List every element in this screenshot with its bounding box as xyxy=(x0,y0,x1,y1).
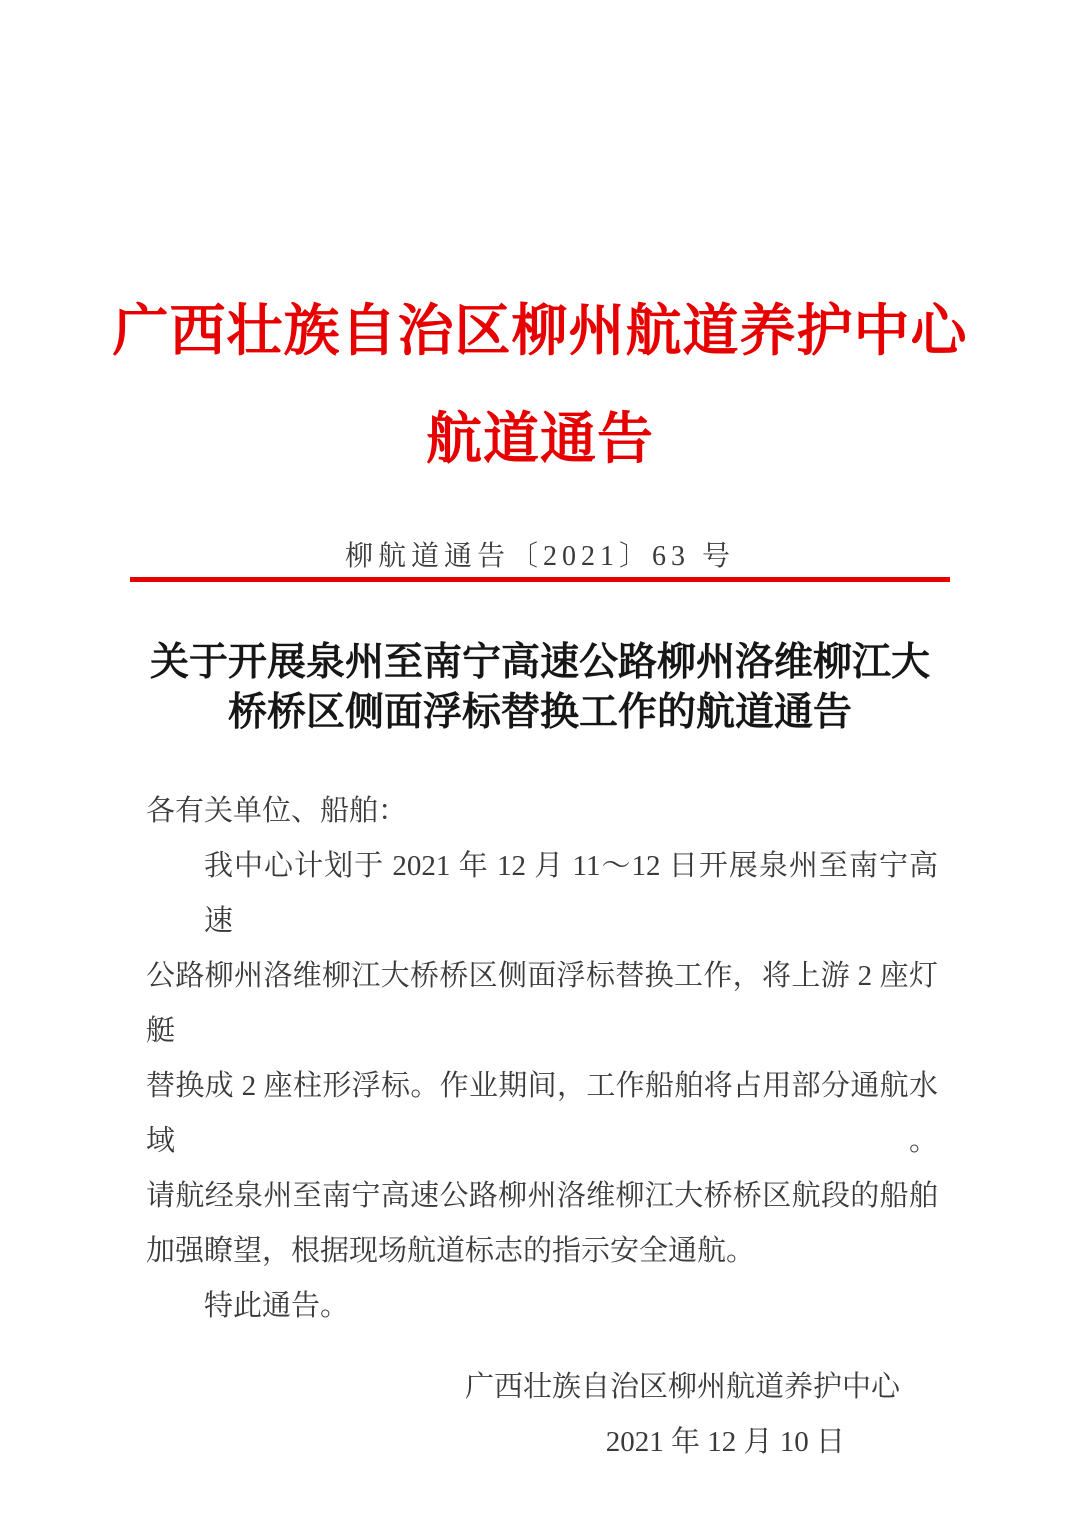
issuing-org-title: 广西壮族自治区柳州航道养护中心 xyxy=(112,301,968,363)
document-header xyxy=(0,0,1080,494)
signature-org: 广西壮族自治区柳州航道养护中心 xyxy=(464,1371,900,1403)
body-paragraph-line-3: 替换成 2 座柱形浮标。作业期间，工作船舶将占用部分通航水域。 xyxy=(146,1070,938,1157)
red-divider-rule xyxy=(130,577,950,582)
notice-title-line2: 桥桥区侧面浮标替换工作的航道通告 xyxy=(227,691,852,734)
signature-date: 2021 年 12 月 10 日 xyxy=(605,1426,845,1458)
notice-type-title: 航道通告 xyxy=(426,409,654,471)
notice-title xyxy=(0,638,1080,738)
document-number: 柳航道通告〔2021〕63 号 xyxy=(344,541,735,572)
salutation: 各有关单位、船舶： xyxy=(146,795,408,827)
body-paragraph-line-1: 我中心计划于 2021 年 12 月 11～12 日开展泉州至南宁高速 xyxy=(204,850,938,937)
notice-body xyxy=(0,784,1080,1334)
body-paragraph-line-4: 请航经泉州至南宁高速公路柳州洛维柳江大桥桥区航段的船舶 xyxy=(146,1180,938,1212)
closing-line: 特此通告。 xyxy=(204,1290,350,1322)
body-paragraph-line-2: 公路柳州洛维柳江大桥桥区侧面浮标替换工作，将上游 2 座灯艇 xyxy=(146,960,938,1047)
body-paragraph-line-5: 加强瞭望，根据现场航道标志的指示安全通航。 xyxy=(146,1235,756,1267)
signature-block xyxy=(0,1360,1080,1470)
notice-title-line1: 关于开展泉州至南宁高速公路柳州洛维柳江大 xyxy=(149,641,930,684)
